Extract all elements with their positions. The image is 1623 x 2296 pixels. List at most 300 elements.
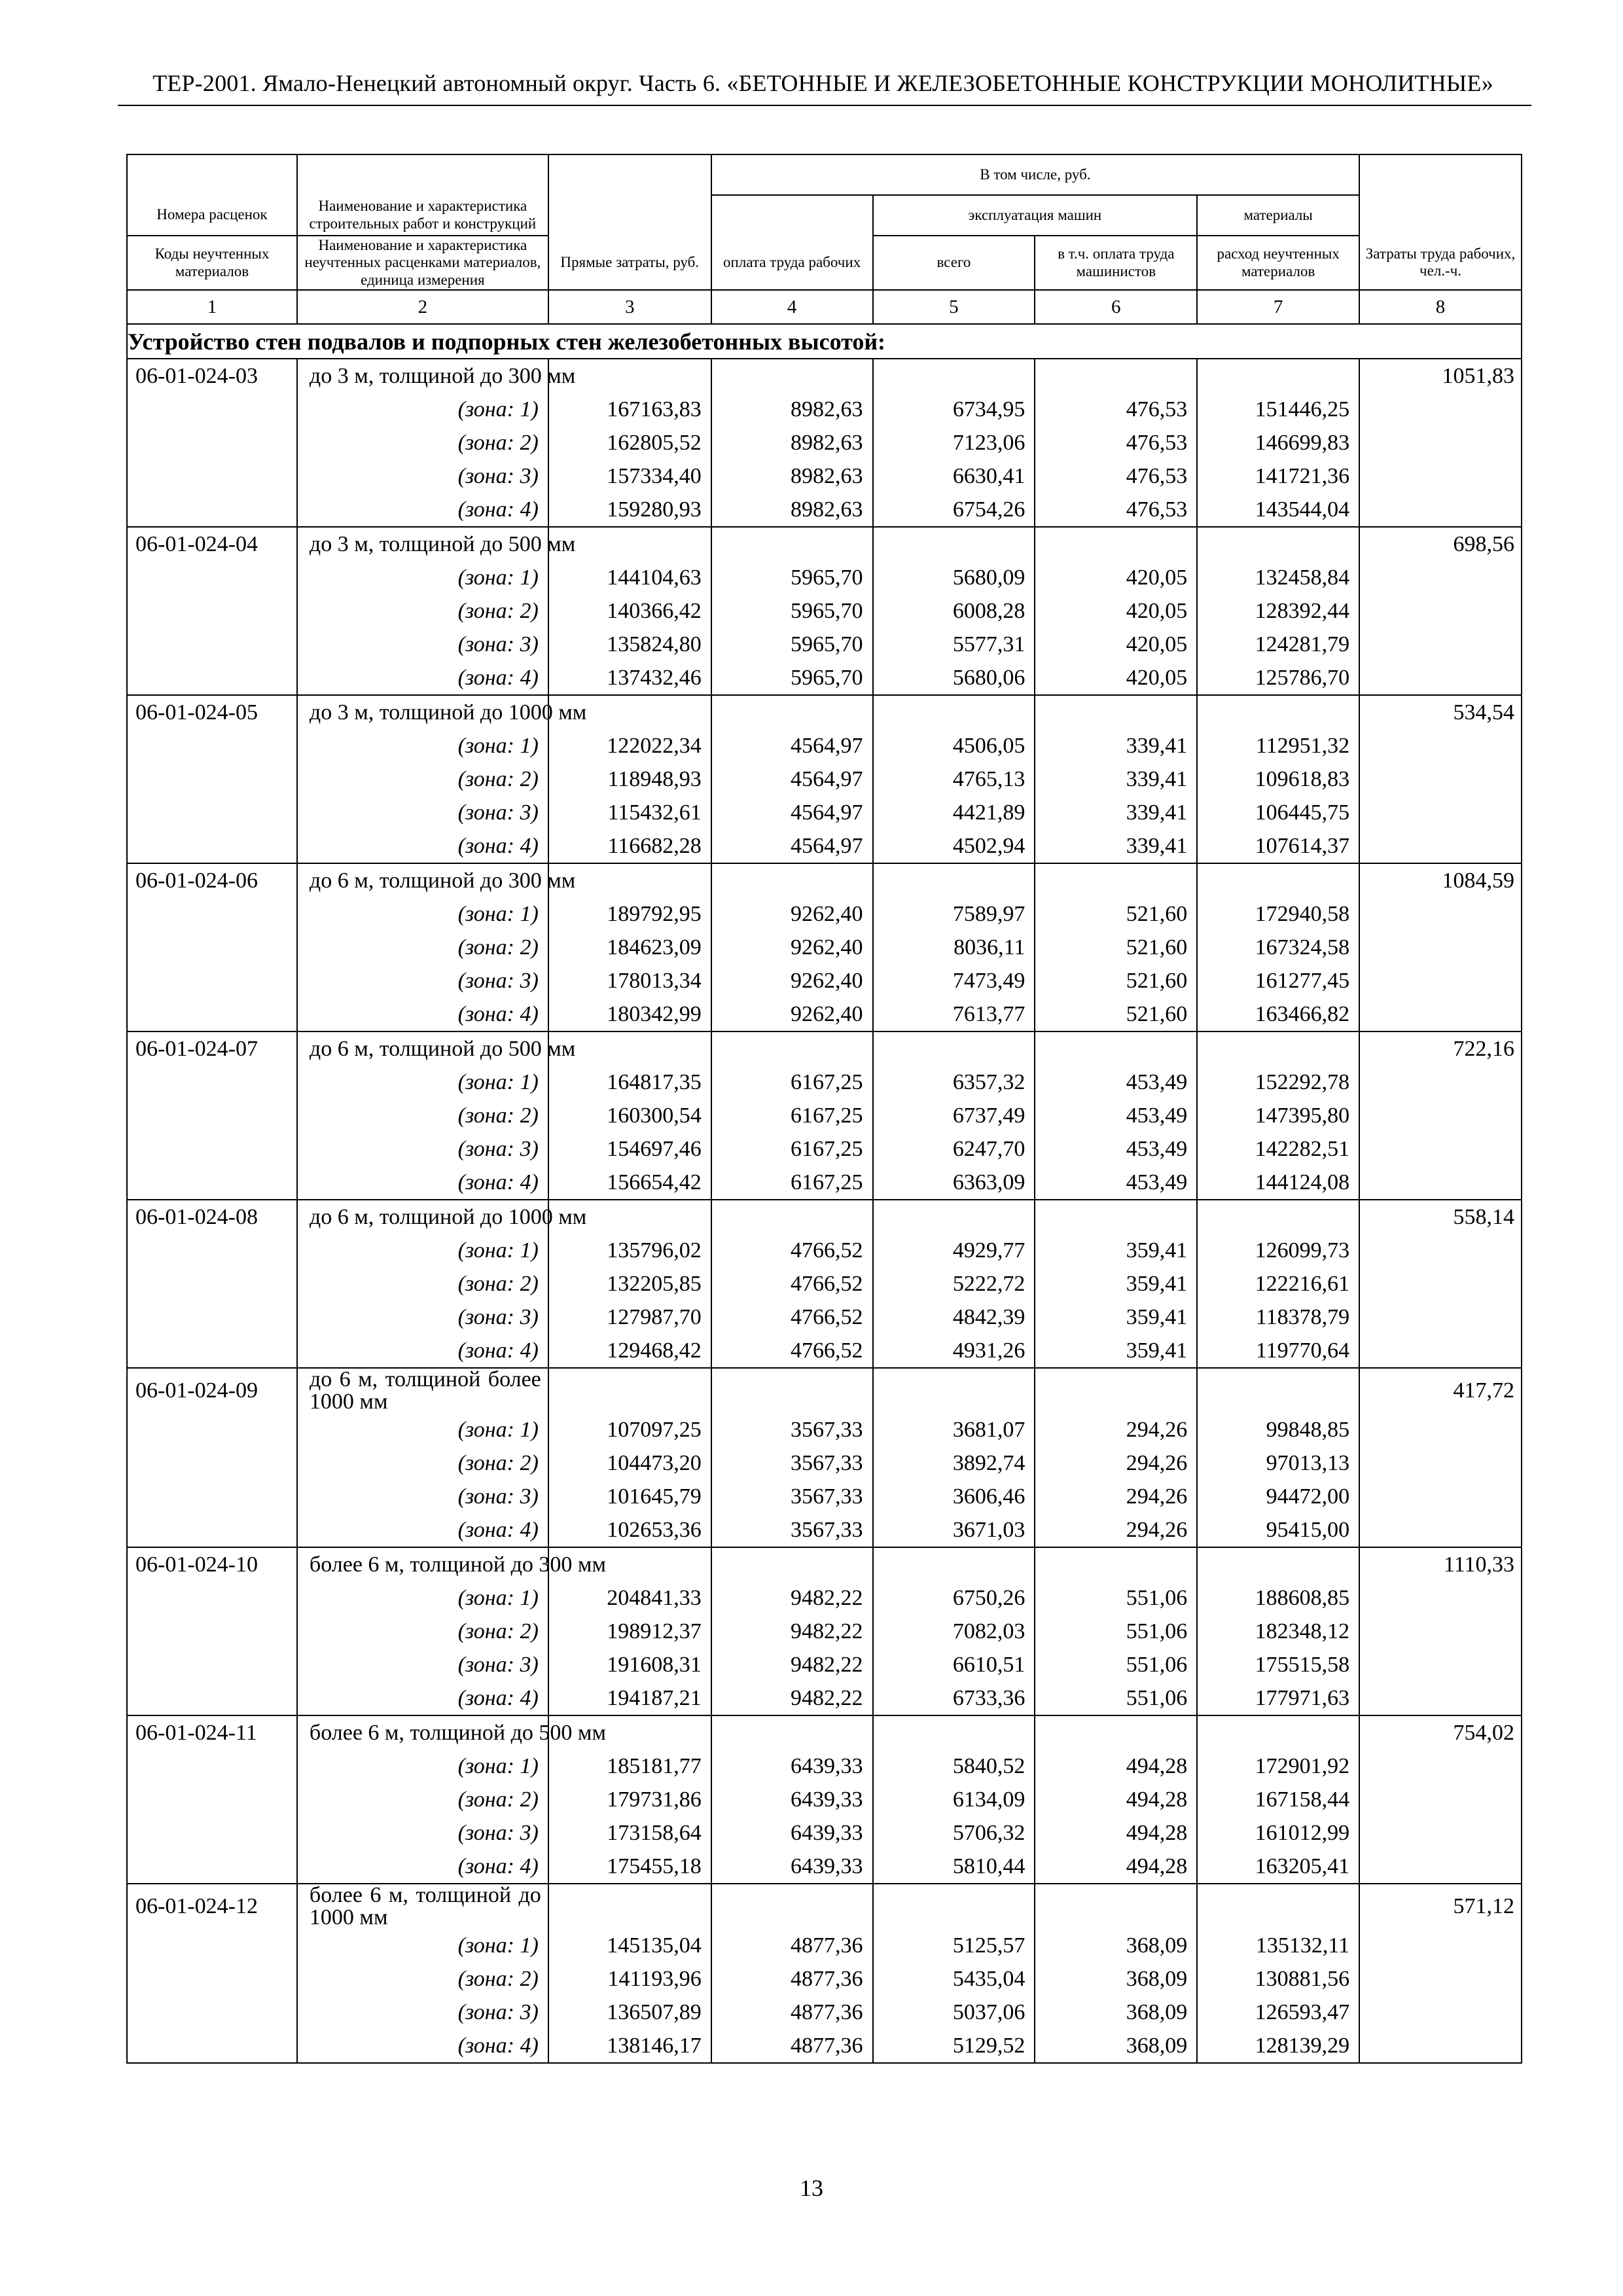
empty-cell bbox=[1359, 829, 1522, 863]
empty-cell bbox=[1359, 1300, 1522, 1334]
machines-cell: 5810,44 bbox=[873, 1850, 1035, 1884]
column-number: 6 bbox=[1035, 290, 1197, 324]
direct-costs-cell: 132205,85 bbox=[548, 1267, 711, 1300]
zone-label: (зона: 3) bbox=[297, 1816, 548, 1850]
machines-cell: 4502,94 bbox=[873, 829, 1035, 863]
empty-cell bbox=[127, 762, 297, 796]
empty-cell bbox=[127, 1783, 297, 1816]
header-machines-total: всего bbox=[873, 236, 1035, 290]
zone-label: (зона: 4) bbox=[297, 661, 548, 695]
operator-pay-cell: 521,60 bbox=[1035, 897, 1197, 931]
empty-cell bbox=[1359, 1615, 1522, 1648]
rate-code: 06-01-024-12 bbox=[127, 1884, 297, 1929]
operator-pay-cell: 359,41 bbox=[1035, 1300, 1197, 1334]
empty-cell bbox=[1359, 1962, 1522, 1996]
rate-code: 06-01-024-08 bbox=[127, 1200, 297, 1234]
machines-cell: 5680,06 bbox=[873, 661, 1035, 695]
direct-costs-cell: 102653,36 bbox=[548, 1513, 711, 1547]
materials-cell: 124281,79 bbox=[1197, 628, 1359, 661]
operator-pay-cell: 453,49 bbox=[1035, 1166, 1197, 1200]
empty-cell bbox=[711, 359, 873, 393]
materials-cell: 122216,61 bbox=[1197, 1267, 1359, 1300]
section-row bbox=[127, 324, 1522, 359]
worker-pay-cell: 4564,97 bbox=[711, 762, 873, 796]
operator-pay-cell: 551,06 bbox=[1035, 1615, 1197, 1648]
worker-pay-cell: 4766,52 bbox=[711, 1300, 873, 1334]
rate-group bbox=[127, 1031, 1522, 1200]
materials-cell: 119770,64 bbox=[1197, 1334, 1359, 1368]
zone-label: (зона: 1) bbox=[297, 1581, 548, 1615]
worker-pay-cell: 5965,70 bbox=[711, 594, 873, 628]
zone-label: (зона: 1) bbox=[297, 1929, 548, 1962]
materials-cell: 163205,41 bbox=[1197, 1850, 1359, 1884]
materials-cell: 94472,00 bbox=[1197, 1480, 1359, 1513]
machines-cell: 6363,09 bbox=[873, 1166, 1035, 1200]
machines-cell: 4506,05 bbox=[873, 729, 1035, 762]
materials-cell: 151446,25 bbox=[1197, 393, 1359, 426]
direct-costs-cell: 175455,18 bbox=[548, 1850, 711, 1884]
zone-label: (зона: 4) bbox=[297, 1334, 548, 1368]
zone-row bbox=[127, 1996, 1522, 2029]
direct-costs-cell: 180342,99 bbox=[548, 997, 711, 1031]
empty-cell bbox=[127, 2029, 297, 2063]
zone-row bbox=[127, 1267, 1522, 1300]
worker-pay-cell: 8982,63 bbox=[711, 493, 873, 527]
empty-cell bbox=[127, 931, 297, 964]
empty-cell bbox=[873, 1200, 1035, 1234]
empty-cell bbox=[127, 1996, 297, 2029]
empty-cell bbox=[1359, 2029, 1522, 2063]
direct-costs-cell: 198912,37 bbox=[548, 1615, 711, 1648]
zone-row bbox=[127, 1066, 1522, 1099]
empty-cell bbox=[127, 1166, 297, 1200]
empty-cell bbox=[1359, 426, 1522, 459]
rate-group bbox=[127, 1715, 1522, 1884]
direct-costs-cell: 164817,35 bbox=[548, 1066, 711, 1099]
empty-cell bbox=[127, 964, 297, 997]
materials-cell: 161277,45 bbox=[1197, 964, 1359, 997]
empty-cell bbox=[127, 1816, 297, 1850]
machines-cell: 6733,36 bbox=[873, 1681, 1035, 1715]
worker-pay-cell: 4877,36 bbox=[711, 1929, 873, 1962]
machines-cell: 5125,57 bbox=[873, 1929, 1035, 1962]
labor-costs: 1084,59 bbox=[1359, 863, 1522, 897]
empty-cell bbox=[873, 1715, 1035, 1749]
rate-name: до 3 м, толщиной до 1000 мм bbox=[297, 695, 548, 729]
operator-pay-cell: 368,09 bbox=[1035, 1962, 1197, 1996]
direct-costs-cell: 162805,52 bbox=[548, 426, 711, 459]
materials-cell: 128392,44 bbox=[1197, 594, 1359, 628]
empty-cell bbox=[1359, 628, 1522, 661]
rate-name: более 6 м, толщиной до 300 мм bbox=[297, 1547, 548, 1581]
direct-costs-cell: 115432,61 bbox=[548, 796, 711, 829]
zone-label: (зона: 4) bbox=[297, 1513, 548, 1547]
operator-pay-cell: 359,41 bbox=[1035, 1267, 1197, 1300]
direct-costs-cell: 118948,93 bbox=[548, 762, 711, 796]
empty-cell bbox=[1359, 762, 1522, 796]
empty-cell bbox=[1359, 897, 1522, 931]
machines-cell: 6247,70 bbox=[873, 1132, 1035, 1166]
rate-group bbox=[127, 1884, 1522, 2063]
materials-cell: 172901,92 bbox=[1197, 1749, 1359, 1783]
empty-cell bbox=[127, 1300, 297, 1334]
operator-pay-cell: 420,05 bbox=[1035, 661, 1197, 695]
header-blank-cell bbox=[1359, 195, 1522, 236]
zone-row bbox=[127, 426, 1522, 459]
direct-costs-cell: 160300,54 bbox=[548, 1099, 711, 1132]
empty-cell bbox=[1359, 459, 1522, 493]
zone-label: (зона: 3) bbox=[297, 796, 548, 829]
zone-row bbox=[127, 1480, 1522, 1513]
rate-code: 06-01-024-05 bbox=[127, 695, 297, 729]
zone-label: (зона: 2) bbox=[297, 594, 548, 628]
empty-cell bbox=[1359, 393, 1522, 426]
operator-pay-cell: 453,49 bbox=[1035, 1132, 1197, 1166]
direct-costs-cell: 135796,02 bbox=[548, 1234, 711, 1267]
direct-costs-cell: 191608,31 bbox=[548, 1648, 711, 1681]
empty-cell bbox=[873, 1547, 1035, 1581]
operator-pay-cell: 420,05 bbox=[1035, 561, 1197, 594]
header-work-name: Наименование и характеристика строительных работ и конструкций bbox=[297, 195, 548, 236]
header-worker-pay: оплата труда рабочих bbox=[711, 236, 873, 290]
operator-pay-cell: 494,28 bbox=[1035, 1816, 1197, 1850]
direct-costs-cell: 185181,77 bbox=[548, 1749, 711, 1783]
empty-cell bbox=[711, 527, 873, 561]
zone-row bbox=[127, 1513, 1522, 1547]
materials-cell: 107614,37 bbox=[1197, 829, 1359, 863]
direct-costs-cell: 141193,96 bbox=[548, 1962, 711, 1996]
worker-pay-cell: 4564,97 bbox=[711, 796, 873, 829]
worker-pay-cell: 6167,25 bbox=[711, 1099, 873, 1132]
worker-pay-cell: 9262,40 bbox=[711, 897, 873, 931]
direct-costs-cell: 116682,28 bbox=[548, 829, 711, 863]
materials-cell: 167158,44 bbox=[1197, 1783, 1359, 1816]
empty-cell bbox=[1359, 1334, 1522, 1368]
materials-cell: 135132,11 bbox=[1197, 1929, 1359, 1962]
column-number: 5 bbox=[873, 290, 1035, 324]
materials-cell: 128139,29 bbox=[1197, 2029, 1359, 2063]
column-number: 4 bbox=[711, 290, 873, 324]
operator-pay-cell: 453,49 bbox=[1035, 1099, 1197, 1132]
machines-cell: 4931,26 bbox=[873, 1334, 1035, 1368]
worker-pay-cell: 9262,40 bbox=[711, 964, 873, 997]
empty-cell bbox=[1035, 1368, 1197, 1413]
empty-cell bbox=[1359, 493, 1522, 527]
machines-cell: 5577,31 bbox=[873, 628, 1035, 661]
empty-cell bbox=[711, 1715, 873, 1749]
header-material-codes: Коды неучтенных материалов bbox=[127, 236, 297, 290]
empty-cell bbox=[1035, 527, 1197, 561]
operator-pay-cell: 494,28 bbox=[1035, 1749, 1197, 1783]
operator-pay-cell: 521,60 bbox=[1035, 964, 1197, 997]
header-unaccounted-materials: расход неучтенных материалов bbox=[1197, 236, 1359, 290]
zone-row bbox=[127, 1413, 1522, 1446]
operator-pay-cell: 339,41 bbox=[1035, 729, 1197, 762]
direct-costs-cell: 140366,42 bbox=[548, 594, 711, 628]
zone-row bbox=[127, 1648, 1522, 1681]
zone-label: (зона: 3) bbox=[297, 1480, 548, 1513]
materials-cell: 125786,70 bbox=[1197, 661, 1359, 695]
empty-cell bbox=[1197, 1715, 1359, 1749]
labor-costs: 698,56 bbox=[1359, 527, 1522, 561]
empty-cell bbox=[1197, 1200, 1359, 1234]
zone-row bbox=[127, 2029, 1522, 2063]
operator-pay-cell: 521,60 bbox=[1035, 931, 1197, 964]
operator-pay-cell: 339,41 bbox=[1035, 796, 1197, 829]
machines-cell: 3892,74 bbox=[873, 1446, 1035, 1480]
empty-cell bbox=[711, 695, 873, 729]
machines-cell: 7589,97 bbox=[873, 897, 1035, 931]
zone-row bbox=[127, 661, 1522, 695]
zone-row bbox=[127, 1446, 1522, 1480]
zone-row bbox=[127, 1962, 1522, 1996]
empty-cell bbox=[1197, 359, 1359, 393]
empty-cell bbox=[548, 1884, 711, 1929]
zone-row bbox=[127, 997, 1522, 1031]
empty-cell bbox=[873, 359, 1035, 393]
empty-cell bbox=[127, 493, 297, 527]
header-material-name: Наименование и характеристика неучтенных расценками материалов, единица измерения bbox=[297, 236, 548, 290]
zone-label: (зона: 1) bbox=[297, 561, 548, 594]
zone-row bbox=[127, 594, 1522, 628]
empty-cell bbox=[1359, 1166, 1522, 1200]
rate-group bbox=[127, 1200, 1522, 1368]
empty-cell bbox=[127, 1099, 297, 1132]
worker-pay-cell: 6439,33 bbox=[711, 1783, 873, 1816]
zone-label: (зона: 2) bbox=[297, 1267, 548, 1300]
column-number: 8 bbox=[1359, 290, 1522, 324]
zone-label: (зона: 3) bbox=[297, 964, 548, 997]
operator-pay-cell: 368,09 bbox=[1035, 1929, 1197, 1962]
zone-row bbox=[127, 1749, 1522, 1783]
column-number: 1 bbox=[127, 290, 297, 324]
empty-cell bbox=[1359, 1234, 1522, 1267]
empty-cell bbox=[127, 1648, 297, 1681]
labor-costs: 417,72 bbox=[1359, 1368, 1522, 1413]
machines-cell: 5840,52 bbox=[873, 1749, 1035, 1783]
zone-row bbox=[127, 1099, 1522, 1132]
machines-cell: 7082,03 bbox=[873, 1615, 1035, 1648]
empty-cell bbox=[1359, 1581, 1522, 1615]
zone-label: (зона: 2) bbox=[297, 1615, 548, 1648]
rate-code: 06-01-024-04 bbox=[127, 527, 297, 561]
empty-cell bbox=[127, 1749, 297, 1783]
empty-cell bbox=[711, 1368, 873, 1413]
empty-cell bbox=[1359, 1267, 1522, 1300]
direct-costs-cell: 101645,79 bbox=[548, 1480, 711, 1513]
direct-costs-cell: 127987,70 bbox=[548, 1300, 711, 1334]
labor-costs: 1051,83 bbox=[1359, 359, 1522, 393]
materials-cell: 141721,36 bbox=[1197, 459, 1359, 493]
materials-cell: 95415,00 bbox=[1197, 1513, 1359, 1547]
header-rule bbox=[118, 105, 1531, 106]
operator-pay-cell: 551,06 bbox=[1035, 1581, 1197, 1615]
empty-cell bbox=[1359, 729, 1522, 762]
materials-cell: 147395,80 bbox=[1197, 1099, 1359, 1132]
direct-costs-cell: 145135,04 bbox=[548, 1929, 711, 1962]
direct-costs-cell: 154697,46 bbox=[548, 1132, 711, 1166]
header-including: В том числе, руб. bbox=[711, 154, 1359, 195]
zone-label: (зона: 4) bbox=[297, 1681, 548, 1715]
empty-cell bbox=[127, 897, 297, 931]
empty-cell bbox=[1035, 1031, 1197, 1066]
materials-cell: 126099,73 bbox=[1197, 1234, 1359, 1267]
direct-costs-cell: 122022,34 bbox=[548, 729, 711, 762]
rate-group bbox=[127, 527, 1522, 695]
materials-cell: 112951,32 bbox=[1197, 729, 1359, 762]
materials-cell: 182348,12 bbox=[1197, 1615, 1359, 1648]
zone-label: (зона: 3) bbox=[297, 459, 548, 493]
rate-row bbox=[127, 527, 1522, 561]
materials-cell: 118378,79 bbox=[1197, 1300, 1359, 1334]
worker-pay-cell: 3567,33 bbox=[711, 1513, 873, 1547]
empty-cell bbox=[548, 1368, 711, 1413]
column-number: 3 bbox=[548, 290, 711, 324]
zone-label: (зона: 1) bbox=[297, 1066, 548, 1099]
rate-row bbox=[127, 1884, 1522, 1929]
zone-label: (зона: 4) bbox=[297, 2029, 548, 2063]
materials-cell: 172940,58 bbox=[1197, 897, 1359, 931]
operator-pay-cell: 359,41 bbox=[1035, 1334, 1197, 1368]
machines-cell: 3606,46 bbox=[873, 1480, 1035, 1513]
empty-cell bbox=[127, 1681, 297, 1715]
zone-label: (зона: 4) bbox=[297, 493, 548, 527]
machines-cell: 7473,49 bbox=[873, 964, 1035, 997]
operator-pay-cell: 368,09 bbox=[1035, 2029, 1197, 2063]
rate-name: более 6 м, толщиной до 500 мм bbox=[297, 1715, 548, 1749]
empty-cell bbox=[127, 459, 297, 493]
direct-costs-cell: 178013,34 bbox=[548, 964, 711, 997]
labor-costs: 754,02 bbox=[1359, 1715, 1522, 1749]
direct-costs-cell: 194187,21 bbox=[548, 1681, 711, 1715]
materials-cell: 126593,47 bbox=[1197, 1996, 1359, 2029]
header-rate-numbers: Номера расценок bbox=[127, 195, 297, 236]
column-number: 2 bbox=[297, 290, 548, 324]
materials-cell: 142282,51 bbox=[1197, 1132, 1359, 1166]
worker-pay-cell: 5965,70 bbox=[711, 661, 873, 695]
worker-pay-cell: 9482,22 bbox=[711, 1581, 873, 1615]
direct-costs-cell: 135824,80 bbox=[548, 628, 711, 661]
zone-row bbox=[127, 1783, 1522, 1816]
empty-cell bbox=[127, 796, 297, 829]
rate-code: 06-01-024-10 bbox=[127, 1547, 297, 1581]
empty-cell bbox=[1197, 863, 1359, 897]
empty-cell bbox=[711, 1884, 873, 1929]
empty-cell bbox=[1359, 1783, 1522, 1816]
zone-label: (зона: 2) bbox=[297, 762, 548, 796]
rate-row bbox=[127, 1715, 1522, 1749]
materials-cell: 163466,82 bbox=[1197, 997, 1359, 1031]
empty-cell bbox=[127, 1962, 297, 1996]
zone-row bbox=[127, 897, 1522, 931]
empty-cell bbox=[873, 1368, 1035, 1413]
operator-pay-cell: 476,53 bbox=[1035, 459, 1197, 493]
empty-cell bbox=[873, 1031, 1035, 1066]
zone-row bbox=[127, 931, 1522, 964]
direct-costs-cell: 159280,93 bbox=[548, 493, 711, 527]
rate-name: до 6 м, толщиной до 500 мм bbox=[297, 1031, 548, 1066]
machines-cell: 3671,03 bbox=[873, 1513, 1035, 1547]
materials-cell: 109618,83 bbox=[1197, 762, 1359, 796]
header-blank-cell bbox=[297, 154, 548, 195]
empty-cell bbox=[873, 695, 1035, 729]
zone-label: (зона: 1) bbox=[297, 1234, 548, 1267]
zone-row bbox=[127, 1234, 1522, 1267]
empty-cell bbox=[1359, 1513, 1522, 1547]
operator-pay-cell: 521,60 bbox=[1035, 997, 1197, 1031]
header-blank-cell bbox=[1359, 154, 1522, 195]
header-operator-pay: в т.ч. оплата труда машинистов bbox=[1035, 236, 1197, 290]
zone-row bbox=[127, 493, 1522, 527]
labor-costs: 722,16 bbox=[1359, 1031, 1522, 1066]
empty-cell bbox=[1197, 1884, 1359, 1929]
direct-costs-cell: 137432,46 bbox=[548, 661, 711, 695]
empty-cell bbox=[127, 1066, 297, 1099]
zone-row bbox=[127, 1681, 1522, 1715]
machines-cell: 5706,32 bbox=[873, 1816, 1035, 1850]
materials-cell: 167324,58 bbox=[1197, 931, 1359, 964]
rate-name: до 3 м, толщиной до 300 мм bbox=[297, 359, 548, 393]
empty-cell bbox=[127, 729, 297, 762]
empty-cell bbox=[711, 1547, 873, 1581]
machines-cell: 4842,39 bbox=[873, 1300, 1035, 1334]
worker-pay-cell: 4564,97 bbox=[711, 729, 873, 762]
zone-label: (зона: 4) bbox=[297, 1850, 548, 1884]
zone-row bbox=[127, 796, 1522, 829]
worker-pay-cell: 9262,40 bbox=[711, 997, 873, 1031]
direct-costs-cell: 179731,86 bbox=[548, 1783, 711, 1816]
operator-pay-cell: 420,05 bbox=[1035, 594, 1197, 628]
header-blank-cell bbox=[127, 154, 297, 195]
operator-pay-cell: 453,49 bbox=[1035, 1066, 1197, 1099]
empty-cell bbox=[127, 1850, 297, 1884]
page-number: 13 bbox=[800, 2175, 823, 2201]
operator-pay-cell: 359,41 bbox=[1035, 1234, 1197, 1267]
worker-pay-cell: 6167,25 bbox=[711, 1166, 873, 1200]
machines-cell: 6008,28 bbox=[873, 594, 1035, 628]
zone-label: (зона: 2) bbox=[297, 1099, 548, 1132]
materials-cell: 177971,63 bbox=[1197, 1681, 1359, 1715]
section-title: Устройство стен подвалов и подпорных стен железобетонных высотой: bbox=[127, 324, 1522, 359]
rate-group bbox=[127, 863, 1522, 1031]
direct-costs-cell: 144104,63 bbox=[548, 561, 711, 594]
empty-cell bbox=[711, 863, 873, 897]
empty-cell bbox=[1359, 1446, 1522, 1480]
direct-costs-cell: 107097,25 bbox=[548, 1413, 711, 1446]
zone-row bbox=[127, 1132, 1522, 1166]
zone-label: (зона: 3) bbox=[297, 1996, 548, 2029]
empty-cell bbox=[127, 1480, 297, 1513]
operator-pay-cell: 294,26 bbox=[1035, 1413, 1197, 1446]
direct-costs-cell: 184623,09 bbox=[548, 931, 711, 964]
zone-label: (зона: 3) bbox=[297, 628, 548, 661]
zone-label: (зона: 1) bbox=[297, 1749, 548, 1783]
zone-row bbox=[127, 1334, 1522, 1368]
direct-costs-cell: 129468,42 bbox=[548, 1334, 711, 1368]
empty-cell bbox=[1359, 1816, 1522, 1850]
worker-pay-cell: 3567,33 bbox=[711, 1413, 873, 1446]
worker-pay-cell: 4766,52 bbox=[711, 1267, 873, 1300]
worker-pay-cell: 9482,22 bbox=[711, 1648, 873, 1681]
worker-pay-cell: 4766,52 bbox=[711, 1334, 873, 1368]
materials-cell: 106445,75 bbox=[1197, 796, 1359, 829]
worker-pay-cell: 4877,36 bbox=[711, 2029, 873, 2063]
direct-costs-cell: 157334,40 bbox=[548, 459, 711, 493]
zone-row bbox=[127, 829, 1522, 863]
rate-code: 06-01-024-11 bbox=[127, 1715, 297, 1749]
zone-row bbox=[127, 964, 1522, 997]
worker-pay-cell: 3567,33 bbox=[711, 1446, 873, 1480]
